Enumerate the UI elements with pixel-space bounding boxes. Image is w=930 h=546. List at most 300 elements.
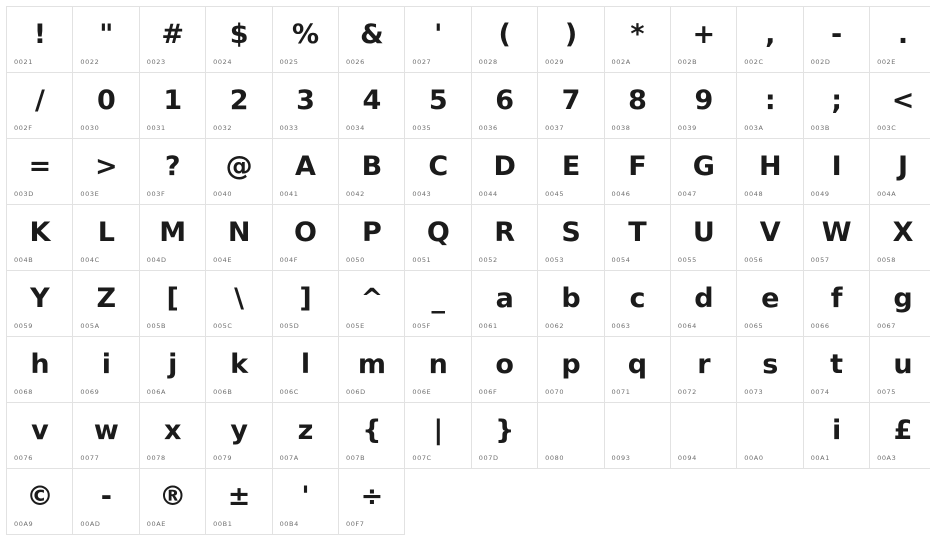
glyph-codepoint: 0022: [80, 58, 99, 66]
glyph-cell[interactable]: [73, 139, 139, 205]
glyph-codepoint: 0030: [80, 124, 99, 132]
glyph-codepoint: 0040: [213, 190, 232, 198]
glyph-codepoint: 004D: [147, 256, 167, 264]
glyph-cell[interactable]: [803, 271, 869, 337]
glyph-cell[interactable]: [870, 271, 930, 337]
glyph-cell[interactable]: [604, 271, 670, 337]
glyph-cell[interactable]: [604, 205, 670, 271]
glyph-character: s: [737, 337, 802, 381]
glyph-cell[interactable]: [206, 403, 272, 469]
glyph-cell[interactable]: [803, 205, 869, 271]
glyph-character: 7: [538, 73, 603, 117]
glyph-cell[interactable]: [338, 469, 404, 535]
glyph-cell[interactable]: [803, 73, 869, 139]
glyph-character: {: [339, 403, 404, 447]
glyph-character: -: [804, 7, 869, 51]
glyph-character: a: [472, 271, 537, 315]
glyph-character: .: [870, 7, 930, 51]
glyph-codepoint: 0065: [744, 322, 763, 330]
glyph-character: R: [472, 205, 537, 249]
glyph-cell[interactable]: [604, 403, 670, 469]
glyph-codepoint: 0056: [744, 256, 763, 264]
glyph-character: Y: [7, 271, 72, 315]
glyph-character: f: [804, 271, 869, 315]
glyph-cell[interactable]: [471, 271, 537, 337]
glyph-character: ÷: [339, 469, 404, 513]
glyph-character: Q: [405, 205, 470, 249]
glyph-character: J: [870, 139, 930, 183]
glyph-codepoint: 005E: [346, 322, 365, 330]
glyph-cell[interactable]: [338, 403, 404, 469]
glyph-cell[interactable]: [405, 271, 471, 337]
glyph-character: c: [605, 271, 670, 315]
glyph-character: =: [7, 139, 72, 183]
glyph-codepoint: 0077: [80, 454, 99, 462]
glyph-character: ^: [339, 271, 404, 315]
glyph-codepoint: 0038: [612, 124, 631, 132]
glyph-cell[interactable]: [206, 205, 272, 271]
glyph-cell[interactable]: [405, 403, 471, 469]
glyph-cell[interactable]: [338, 139, 404, 205]
glyph-cell[interactable]: [604, 7, 670, 73]
glyph-codepoint: 0075: [877, 388, 896, 396]
glyph-cell[interactable]: [272, 403, 338, 469]
glyph-codepoint: 0050: [346, 256, 365, 264]
glyph-codepoint: 0035: [412, 124, 431, 132]
glyph-character: 9: [671, 73, 736, 117]
glyph-character: ): [538, 7, 603, 51]
glyph-codepoint: 0094: [678, 454, 697, 462]
glyph-codepoint: 004C: [80, 256, 99, 264]
glyph-codepoint: 002C: [744, 58, 763, 66]
glyph-codepoint: 005F: [412, 322, 431, 330]
glyph-character: /: [7, 73, 72, 117]
glyph-codepoint: 0041: [280, 190, 299, 198]
glyph-cell[interactable]: [670, 271, 736, 337]
glyph-cell[interactable]: [405, 7, 471, 73]
glyph-character: z: [273, 403, 338, 447]
glyph-codepoint: 0024: [213, 58, 232, 66]
glyph-cell[interactable]: [272, 205, 338, 271]
glyph-cell[interactable]: [405, 337, 471, 403]
glyph-character: q: [605, 337, 670, 381]
glyph-codepoint: 003A: [744, 124, 763, 132]
glyph-character: C: [405, 139, 470, 183]
glyph-cell[interactable]: [538, 139, 604, 205]
glyph-codepoint: 002E: [877, 58, 896, 66]
glyph-codepoint: 007C: [412, 454, 431, 462]
glyph-character: ;: [804, 73, 869, 117]
glyph-cell[interactable]: [272, 337, 338, 403]
glyph-character: #: [140, 7, 205, 51]
glyph-codepoint: 004B: [14, 256, 33, 264]
glyph-codepoint: 0052: [479, 256, 498, 264]
glyph-character: ': [273, 469, 338, 513]
glyph-cell[interactable]: [405, 73, 471, 139]
glyph-character: £: [870, 403, 930, 447]
glyph-cell[interactable]: [139, 403, 205, 469]
glyph-character: ®: [140, 469, 205, 513]
glyph-character: !: [7, 7, 72, 51]
glyph-codepoint: 0044: [479, 190, 498, 198]
glyph-character: -: [73, 469, 138, 513]
glyph-cell[interactable]: [73, 73, 139, 139]
glyph-character: d: [671, 271, 736, 315]
glyph-cell[interactable]: [7, 7, 73, 73]
glyph-character: H: [737, 139, 802, 183]
glyph-cell[interactable]: [538, 337, 604, 403]
glyph-codepoint: 0054: [612, 256, 631, 264]
glyph-cell[interactable]: [870, 337, 930, 403]
glyph-cell[interactable]: [73, 469, 139, 535]
glyph-cell-empty: [670, 469, 736, 535]
glyph-cell[interactable]: [338, 271, 404, 337]
glyph-codepoint: 004A: [877, 190, 896, 198]
glyph-codepoint: 0036: [479, 124, 498, 132]
glyph-codepoint: 0063: [612, 322, 631, 330]
glyph-character: Z: [73, 271, 138, 315]
glyph-codepoint: 0049: [811, 190, 830, 198]
glyph-cell[interactable]: [7, 271, 73, 337]
glyph-cell[interactable]: [139, 7, 205, 73]
glyph-character: |: [405, 403, 470, 447]
glyph-cell[interactable]: [338, 337, 404, 403]
glyph-cell[interactable]: [670, 205, 736, 271]
glyph-character: L: [73, 205, 138, 249]
glyph-character: \: [206, 271, 271, 315]
glyph-character: F: [605, 139, 670, 183]
glyph-character: _: [405, 271, 470, 315]
glyph-character: T: [605, 205, 670, 249]
glyph-character: *: [605, 7, 670, 51]
glyph-cell-empty: [803, 469, 869, 535]
glyph-character: &: [339, 7, 404, 51]
glyph-character: $: [206, 7, 271, 51]
glyph-codepoint: 0057: [811, 256, 830, 264]
glyph-codepoint: 0055: [678, 256, 697, 264]
glyph-cell-empty: [405, 469, 471, 535]
glyph-codepoint: 002F: [14, 124, 33, 132]
glyph-codepoint: 00F7: [346, 520, 365, 528]
glyph-codepoint: 007B: [346, 454, 365, 462]
glyph-map-body: [7, 7, 930, 535]
glyph-character: @: [206, 139, 271, 183]
glyph-codepoint: 0037: [545, 124, 564, 132]
glyph-cell[interactable]: [471, 337, 537, 403]
glyph-cell[interactable]: [272, 7, 338, 73]
glyph-character: (: [472, 7, 537, 51]
glyph-codepoint: 006D: [346, 388, 366, 396]
glyph-cell[interactable]: [870, 7, 930, 73]
glyph-codepoint: 006C: [280, 388, 299, 396]
glyph-row: [7, 73, 930, 139]
glyph-codepoint: 003C: [877, 124, 896, 132]
glyph-cell[interactable]: [7, 337, 73, 403]
glyph-codepoint: 00A9: [14, 520, 33, 528]
glyph-character: 4: [339, 73, 404, 117]
glyph-cell[interactable]: [870, 403, 930, 469]
glyph-row: [7, 271, 930, 337]
glyph-cell[interactable]: [338, 7, 404, 73]
glyph-character: >: [73, 139, 138, 183]
glyph-codepoint: 002D: [811, 58, 831, 66]
glyph-character: j: [140, 337, 205, 381]
glyph-character: i: [73, 337, 138, 381]
glyph-cell[interactable]: [803, 7, 869, 73]
glyph-character: B: [339, 139, 404, 183]
glyph-cell[interactable]: [670, 403, 736, 469]
glyph-cell[interactable]: [206, 271, 272, 337]
glyph-cell[interactable]: [737, 337, 803, 403]
glyph-codepoint: 007A: [280, 454, 299, 462]
glyph-codepoint: 0046: [612, 190, 631, 198]
glyph-codepoint: 006A: [147, 388, 166, 396]
glyph-character: A: [273, 139, 338, 183]
glyph-character: }: [472, 403, 537, 447]
glyph-codepoint: 006E: [412, 388, 431, 396]
glyph-row: [7, 205, 930, 271]
glyph-codepoint: 002A: [612, 58, 631, 66]
glyph-codepoint: 0028: [479, 58, 498, 66]
glyph-codepoint: 002B: [678, 58, 697, 66]
glyph-character: W: [804, 205, 869, 249]
glyph-cell[interactable]: [73, 205, 139, 271]
glyph-cell[interactable]: [206, 139, 272, 205]
glyph-codepoint: 0051: [412, 256, 431, 264]
glyph-cell-empty: [604, 469, 670, 535]
glyph-codepoint: 005A: [80, 322, 99, 330]
glyph-cell[interactable]: [471, 403, 537, 469]
glyph-codepoint: 0033: [280, 124, 299, 132]
glyph-cell[interactable]: [604, 73, 670, 139]
glyph-cell[interactable]: [737, 73, 803, 139]
glyph-codepoint: 0064: [678, 322, 697, 330]
glyph-cell[interactable]: [206, 73, 272, 139]
glyph-cell[interactable]: [139, 139, 205, 205]
glyph-cell[interactable]: [272, 139, 338, 205]
glyph-codepoint: 0039: [678, 124, 697, 132]
glyph-character: 0: [73, 73, 138, 117]
glyph-character: ': [405, 7, 470, 51]
glyph-cell[interactable]: [405, 205, 471, 271]
glyph-cell[interactable]: [7, 403, 73, 469]
glyph-codepoint: 0025: [280, 58, 299, 66]
glyph-character: u: [870, 337, 930, 381]
glyph-character: S: [538, 205, 603, 249]
glyph-codepoint: 006F: [479, 388, 498, 396]
glyph-cell[interactable]: [604, 139, 670, 205]
glyph-character: ": [73, 7, 138, 51]
glyph-character: [: [140, 271, 205, 315]
glyph-cell[interactable]: [803, 337, 869, 403]
glyph-character: K: [7, 205, 72, 249]
glyph-character: ±: [206, 469, 271, 513]
glyph-codepoint: 0072: [678, 388, 697, 396]
glyph-cell[interactable]: [737, 403, 803, 469]
glyph-cell[interactable]: [538, 73, 604, 139]
glyph-character: y: [206, 403, 271, 447]
glyph-cell[interactable]: [7, 205, 73, 271]
glyph-codepoint: 003D: [14, 190, 34, 198]
glyph-character: O: [273, 205, 338, 249]
glyph-character: G: [671, 139, 736, 183]
glyph-codepoint: 005D: [280, 322, 300, 330]
glyph-character: w: [73, 403, 138, 447]
glyph-cell[interactable]: [272, 73, 338, 139]
glyph-character: M: [140, 205, 205, 249]
glyph-character: P: [339, 205, 404, 249]
glyph-row: [7, 7, 930, 73]
glyph-map-table: [6, 6, 930, 535]
glyph-cell[interactable]: [471, 205, 537, 271]
glyph-cell[interactable]: [272, 469, 338, 535]
glyph-codepoint: 004F: [280, 256, 299, 264]
glyph-codepoint: 0027: [412, 58, 431, 66]
glyph-character: 2: [206, 73, 271, 117]
glyph-cell-empty: [471, 469, 537, 535]
glyph-character: m: [339, 337, 404, 381]
glyph-character: 1: [140, 73, 205, 117]
glyph-cell[interactable]: [7, 73, 73, 139]
glyph-row: [7, 337, 930, 403]
glyph-character: +: [671, 7, 736, 51]
glyph-cell[interactable]: [139, 73, 205, 139]
glyph-cell[interactable]: [737, 7, 803, 73]
glyph-cell[interactable]: [737, 139, 803, 205]
glyph-codepoint: 0034: [346, 124, 365, 132]
glyph-codepoint: 0029: [545, 58, 564, 66]
glyph-codepoint: 0023: [147, 58, 166, 66]
glyph-cell[interactable]: [803, 403, 869, 469]
glyph-cell[interactable]: [471, 139, 537, 205]
glyph-row: [7, 403, 930, 469]
glyph-character: 5: [405, 73, 470, 117]
glyph-cell[interactable]: [870, 205, 930, 271]
glyph-cell[interactable]: [870, 139, 930, 205]
glyph-cell[interactable]: [338, 205, 404, 271]
glyph-cell[interactable]: [670, 337, 736, 403]
glyph-cell[interactable]: [272, 271, 338, 337]
glyph-codepoint: 004E: [213, 256, 232, 264]
glyph-cell[interactable]: [338, 73, 404, 139]
glyph-codepoint: 0067: [877, 322, 896, 330]
glyph-character: l: [273, 337, 338, 381]
glyph-codepoint: 0026: [346, 58, 365, 66]
glyph-cell[interactable]: [870, 73, 930, 139]
glyph-cell[interactable]: [206, 337, 272, 403]
glyph-cell[interactable]: [737, 205, 803, 271]
glyph-character: <: [870, 73, 930, 117]
glyph-cell[interactable]: [538, 403, 604, 469]
glyph-codepoint: 0076: [14, 454, 33, 462]
glyph-codepoint: 005C: [213, 322, 232, 330]
glyph-cell[interactable]: [405, 139, 471, 205]
glyph-character: i: [804, 403, 869, 447]
glyph-row: [7, 469, 930, 535]
glyph-character: [605, 403, 670, 447]
glyph-character: h: [7, 337, 72, 381]
glyph-cell[interactable]: [670, 73, 736, 139]
glyph-cell[interactable]: [803, 139, 869, 205]
glyph-codepoint: 00A0: [744, 454, 763, 462]
glyph-cell[interactable]: [604, 337, 670, 403]
glyph-codepoint: 0053: [545, 256, 564, 264]
glyph-character: g: [870, 271, 930, 315]
glyph-cell[interactable]: [206, 469, 272, 535]
glyph-codepoint: 0031: [147, 124, 166, 132]
glyph-character: V: [737, 205, 802, 249]
glyph-cell[interactable]: [538, 205, 604, 271]
glyph-character: E: [538, 139, 603, 183]
glyph-cell-empty: [538, 469, 604, 535]
glyph-codepoint: 0079: [213, 454, 232, 462]
glyph-cell[interactable]: [139, 271, 205, 337]
glyph-cell-empty: [870, 469, 930, 535]
glyph-character: t: [804, 337, 869, 381]
glyph-codepoint: 00B4: [280, 520, 299, 528]
glyph-cell[interactable]: [7, 469, 73, 535]
glyph-codepoint: 0042: [346, 190, 365, 198]
glyph-character: %: [273, 7, 338, 51]
glyph-character: D: [472, 139, 537, 183]
glyph-codepoint: 005B: [147, 322, 166, 330]
glyph-character: v: [7, 403, 72, 447]
glyph-character: ,: [737, 7, 802, 51]
glyph-cell[interactable]: [471, 73, 537, 139]
glyph-codepoint: 0043: [412, 190, 431, 198]
glyph-character: 6: [472, 73, 537, 117]
glyph-cell[interactable]: [7, 139, 73, 205]
glyph-character: x: [140, 403, 205, 447]
glyph-character: o: [472, 337, 537, 381]
glyph-cell[interactable]: [670, 7, 736, 73]
glyph-codepoint: 0070: [545, 388, 564, 396]
glyph-character: I: [804, 139, 869, 183]
glyph-cell[interactable]: [737, 271, 803, 337]
glyph-codepoint: 0047: [678, 190, 697, 198]
glyph-character: p: [538, 337, 603, 381]
glyph-character: ?: [140, 139, 205, 183]
glyph-character: e: [737, 271, 802, 315]
glyph-codepoint: 0080: [545, 454, 564, 462]
glyph-codepoint: 00AE: [147, 520, 166, 528]
glyph-character: n: [405, 337, 470, 381]
glyph-cell[interactable]: [206, 7, 272, 73]
glyph-codepoint: 006B: [213, 388, 232, 396]
glyph-codepoint: 0058: [877, 256, 896, 264]
glyph-cell[interactable]: [139, 469, 205, 535]
glyph-codepoint: 00A3: [877, 454, 896, 462]
glyph-character: k: [206, 337, 271, 381]
glyph-cell[interactable]: [538, 271, 604, 337]
glyph-cell[interactable]: [73, 337, 139, 403]
glyph-character: 8: [605, 73, 670, 117]
glyph-cell[interactable]: [73, 7, 139, 73]
glyph-cell[interactable]: [471, 7, 537, 73]
glyph-codepoint: 003B: [811, 124, 830, 132]
glyph-cell[interactable]: [73, 271, 139, 337]
glyph-codepoint: 0074: [811, 388, 830, 396]
glyph-cell[interactable]: [538, 7, 604, 73]
glyph-codepoint: 0071: [612, 388, 631, 396]
glyph-cell[interactable]: [670, 139, 736, 205]
glyph-character: U: [671, 205, 736, 249]
glyph-cell[interactable]: [139, 337, 205, 403]
glyph-cell[interactable]: [139, 205, 205, 271]
glyph-cell[interactable]: [73, 403, 139, 469]
glyph-character: [737, 403, 802, 447]
glyph-character: ]: [273, 271, 338, 315]
